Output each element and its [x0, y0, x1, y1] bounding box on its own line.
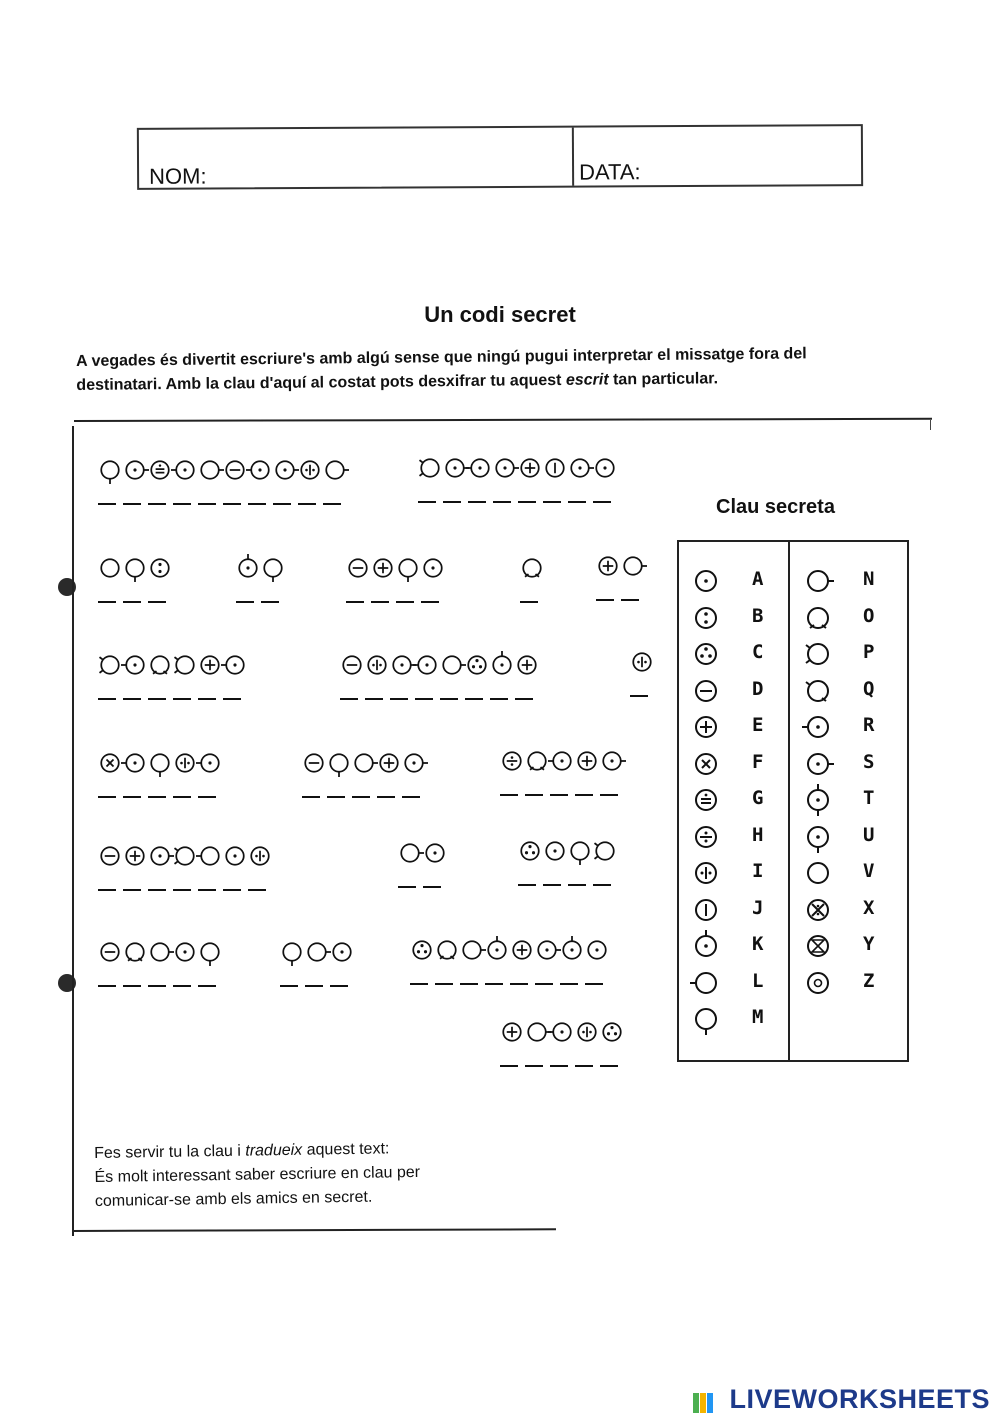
top-stem-dot-circle-icon: [483, 935, 511, 970]
answer-blank[interactable]: [173, 503, 191, 505]
key-letter-left: A: [752, 568, 764, 590]
answer-blank[interactable]: [98, 503, 116, 505]
three-dot-circle-icon: [516, 836, 544, 871]
answer-blank[interactable]: [198, 889, 216, 891]
three-dot-circle-icon: [408, 935, 436, 970]
bottom-stem-circle-icon: [96, 455, 124, 490]
left-stem-dot-circle-icon: [121, 748, 149, 783]
instructions-line-2: És molt interessant saber escriure en clau per: [94, 1163, 421, 1186]
left-feet-circle-icon: [802, 637, 834, 676]
divide-circle-icon: [690, 820, 722, 859]
left-stem-dot-circle-icon: [548, 746, 576, 781]
right-stem-circle-icon: [438, 650, 466, 685]
answer-blank[interactable]: [236, 601, 254, 603]
bar-dots-circle-icon: [363, 650, 391, 685]
answer-blank[interactable]: [593, 884, 611, 886]
answer-blank[interactable]: [248, 889, 266, 891]
right-stem-dot-circle-icon: [400, 748, 428, 783]
bottom-stem-dot-circle-icon: [802, 820, 834, 859]
answer-blank[interactable]: [198, 796, 216, 798]
plus-circle-icon: [594, 551, 622, 586]
answer-blank[interactable]: [173, 889, 191, 891]
answer-blank[interactable]: [520, 601, 538, 603]
answer-blank[interactable]: [98, 985, 116, 987]
answer-blank[interactable]: [123, 698, 141, 700]
answer-blank[interactable]: [148, 985, 166, 987]
dot-circle-icon: [171, 937, 199, 972]
answer-blank[interactable]: [223, 503, 241, 505]
right-stem-dot-circle-icon: [271, 455, 299, 490]
right-stem-circle-icon: [396, 838, 424, 873]
key-letter-right: O: [863, 604, 875, 627]
left-stem-dot-circle-icon: [466, 453, 494, 488]
key-letter-right: X: [863, 896, 875, 919]
right-stem-circle-icon: [303, 937, 331, 972]
equal-circle-icon: [146, 455, 174, 490]
answer-blank[interactable]: [600, 1065, 618, 1067]
answer-blank[interactable]: [273, 503, 291, 505]
intro-text: [76, 341, 946, 398]
frame-top-border: [74, 418, 932, 422]
answer-blank[interactable]: [443, 501, 461, 503]
plus-circle-icon: [516, 453, 544, 488]
answer-blank[interactable]: [460, 983, 478, 985]
answer-blank[interactable]: [390, 698, 408, 700]
bottom-stem-circle-icon: [196, 937, 224, 972]
left-stem-dot-circle-icon: [196, 748, 224, 783]
bar-dots-circle-icon: [628, 647, 656, 682]
dot-circle-icon: [591, 453, 619, 488]
answer-blank[interactable]: [98, 601, 116, 603]
top-stem-dot-circle-icon: [488, 650, 516, 685]
minus-circle-icon: [300, 748, 328, 783]
bar-dots-circle-icon: [171, 748, 199, 783]
answer-blank[interactable]: [123, 796, 141, 798]
hourglass-circle-icon: [802, 929, 834, 968]
answer-blank[interactable]: [415, 698, 433, 700]
right-stem-circle-icon: [523, 1017, 551, 1052]
answer-blank[interactable]: [198, 503, 216, 505]
answer-blank[interactable]: [421, 601, 439, 603]
three-dot-circle-icon: [463, 650, 491, 685]
answer-blank[interactable]: [98, 698, 116, 700]
answer-blank[interactable]: [98, 796, 116, 798]
intro-line-2-emphasis: escrit: [565, 371, 609, 389]
answer-blank[interactable]: [630, 695, 648, 697]
key-letter-left: E: [752, 714, 764, 736]
right-stem-dot-circle-icon: [598, 746, 626, 781]
right-stem-dot-circle-icon: [441, 453, 469, 488]
left-stem-dot-circle-icon: [548, 1017, 576, 1052]
plus-circle-icon: [690, 710, 722, 749]
bar-dots-circle-icon: [296, 455, 324, 490]
answer-blank[interactable]: [490, 698, 508, 700]
answer-blank[interactable]: [621, 599, 639, 601]
plus-circle-icon: [369, 553, 397, 588]
right-stem-circle-icon: [196, 455, 224, 490]
key-letter-left: D: [752, 677, 764, 700]
answer-blank[interactable]: [543, 884, 561, 886]
instructions: [94, 1135, 565, 1214]
bar-circle-icon: [690, 893, 722, 932]
dot-circle-icon: [328, 937, 356, 972]
key-letter-right: Z: [863, 969, 875, 992]
key-letter-left: M: [752, 1006, 764, 1028]
answer-blank[interactable]: [173, 698, 191, 700]
answer-blank[interactable]: [560, 983, 578, 985]
three-dot-circle-icon: [598, 1017, 626, 1052]
right-stem-circle-icon: [146, 937, 174, 972]
instructions-line-1-text: Fes servir tu la clau i: [94, 1142, 246, 1162]
bar-dots-circle-icon: [246, 841, 274, 876]
equal-circle-icon: [690, 783, 722, 822]
bar-dots-circle-icon: [690, 856, 722, 895]
answer-blank[interactable]: [346, 601, 364, 603]
date-label: DATA:: [579, 159, 641, 185]
plus-circle-icon: [508, 935, 536, 970]
answer-blank[interactable]: [568, 884, 586, 886]
answer-blank[interactable]: [327, 796, 345, 798]
dot-circle-icon: [419, 553, 447, 588]
minus-circle-icon: [221, 455, 249, 490]
intro-line-2-end: tan particular.: [608, 370, 719, 389]
key-letter-left: G: [752, 787, 764, 809]
answer-blank[interactable]: [123, 503, 141, 505]
answer-blank[interactable]: [550, 794, 568, 796]
feet-circle-icon: [518, 553, 546, 588]
plus-circle-icon: [573, 746, 601, 781]
ring-circle-icon: [802, 966, 834, 1005]
answer-blank[interactable]: [575, 1065, 593, 1067]
bar-dots-circle-icon: [573, 1017, 601, 1052]
answer-blank[interactable]: [525, 794, 543, 796]
answer-blank[interactable]: [518, 501, 536, 503]
plus-circle-icon: [513, 650, 541, 685]
answer-blank[interactable]: [323, 503, 341, 505]
answer-blank[interactable]: [510, 983, 528, 985]
answer-blank[interactable]: [396, 601, 414, 603]
frame-corner: [930, 420, 931, 430]
answer-blank[interactable]: [500, 794, 518, 796]
answer-blank[interactable]: [593, 501, 611, 503]
left-stem-dot-circle-icon: [802, 710, 834, 749]
answer-blank[interactable]: [123, 601, 141, 603]
empty-circle-icon: [802, 856, 834, 895]
answer-blank[interactable]: [543, 501, 561, 503]
answer-blank[interactable]: [585, 983, 603, 985]
left-stem-dot-circle-icon: [221, 650, 249, 685]
right-stem-dot-circle-icon: [121, 455, 149, 490]
left-stem-circle-icon: [690, 966, 722, 1005]
key-letter-left: B: [752, 604, 764, 627]
left-stem-dot-circle-icon: [121, 650, 149, 685]
answer-blank[interactable]: [377, 796, 395, 798]
intro-line-2-text: destinatari. Amb la clau d'aquí al costat pots desxifrar tu aquest: [76, 371, 566, 394]
answer-blank[interactable]: [223, 698, 241, 700]
bottom-stem-circle-icon: [146, 748, 174, 783]
divide-circle-icon: [498, 746, 526, 781]
left-feet-circle-icon: [96, 650, 124, 685]
feet-circle-icon: [121, 937, 149, 972]
feet-circle-icon: [523, 746, 551, 781]
minus-circle-icon: [96, 937, 124, 972]
key-letter-left: L: [752, 969, 764, 992]
dot-circle-icon: [541, 836, 569, 871]
top-stem-dot-circle-icon: [558, 935, 586, 970]
answer-blank[interactable]: [305, 985, 323, 987]
key-letter-right: V: [863, 860, 875, 882]
two-dot-circle-icon: [690, 601, 722, 640]
footer-brand: LIVEWORKSHEETS: [729, 1384, 990, 1414]
answer-blank[interactable]: [418, 501, 436, 503]
right-stem-circle-icon: [802, 564, 834, 603]
answer-blank[interactable]: [198, 698, 216, 700]
answer-blank[interactable]: [525, 1065, 543, 1067]
answer-blank[interactable]: [365, 698, 383, 700]
instructions-line-1-emphasis: tradueix: [245, 1141, 303, 1160]
right-stem-circle-icon: [619, 551, 647, 586]
dot-circle-icon: [690, 564, 722, 603]
key-letter-left: K: [752, 933, 764, 955]
key-letter-left: J: [752, 896, 764, 919]
answer-blank[interactable]: [465, 698, 483, 700]
minus-circle-icon: [690, 674, 722, 713]
key-letter-right: N: [863, 568, 875, 590]
key-letter-right: Q: [863, 677, 875, 700]
answer-blank[interactable]: [596, 599, 614, 601]
answer-blank[interactable]: [500, 1065, 518, 1067]
right-feet-circle-icon: [802, 674, 834, 713]
header-divider: [572, 128, 574, 186]
right-stem-dot-circle-icon: [802, 747, 834, 786]
answer-blank[interactable]: [435, 983, 453, 985]
answer-blank[interactable]: [173, 796, 191, 798]
answer-blank[interactable]: [518, 884, 536, 886]
left-stem-dot-circle-icon: [171, 455, 199, 490]
key-letter-left: I: [752, 860, 764, 882]
name-label: NOM:: [149, 163, 207, 189]
answer-blank[interactable]: [398, 886, 416, 888]
bottom-stem-circle-icon: [278, 937, 306, 972]
answer-blank[interactable]: [515, 698, 533, 700]
instructions-line-1-end: aquest text:: [302, 1140, 390, 1159]
key-letter-left: H: [752, 823, 764, 846]
plus-circle-icon: [121, 841, 149, 876]
name-date-box: [137, 124, 863, 190]
dot-circle-icon: [421, 838, 449, 873]
answer-blank[interactable]: [568, 501, 586, 503]
answer-blank[interactable]: [423, 886, 441, 888]
top-stem-dot-circle-icon: [690, 929, 722, 968]
key-letter-left: F: [752, 750, 764, 773]
left-stem-circle-icon: [196, 841, 224, 876]
both-stem-dot-circle-icon: [802, 783, 834, 822]
bottom-stem-circle-icon: [394, 553, 422, 588]
answer-blank[interactable]: [98, 889, 116, 891]
bottom-stem-circle-icon: [566, 836, 594, 871]
answer-blank[interactable]: [148, 796, 166, 798]
frame-left-border: [72, 426, 74, 1236]
bottom-stem-circle-icon: [121, 553, 149, 588]
answer-blank[interactable]: [248, 503, 266, 505]
key-letter-right: S: [863, 750, 875, 773]
right-stem-dot-circle-icon: [146, 841, 174, 876]
page-title: Un codi secret: [424, 302, 576, 327]
right-stem-dot-circle-icon: [388, 650, 416, 685]
two-dot-circle-icon: [146, 553, 174, 588]
key-table-divider: [788, 540, 790, 1062]
key-letter-right: T: [863, 787, 875, 809]
times-circle-icon: [690, 747, 722, 786]
answer-blank[interactable]: [485, 983, 503, 985]
answer-blank[interactable]: [402, 796, 420, 798]
answer-blank[interactable]: [148, 698, 166, 700]
right-stem-circle-icon: [321, 455, 349, 490]
answer-blank[interactable]: [535, 983, 553, 985]
three-dot-circle-icon: [690, 637, 722, 676]
answer-blank[interactable]: [340, 698, 358, 700]
plus-circle-icon: [375, 748, 403, 783]
feet-circle-icon: [146, 650, 174, 685]
key-letter-right: U: [863, 823, 875, 846]
empty-circle-icon: [96, 553, 124, 588]
key-letter-left: C: [752, 641, 764, 663]
left-feet-circle-icon: [591, 836, 619, 871]
dot-circle-icon: [583, 935, 611, 970]
minus-circle-icon: [344, 553, 372, 588]
answer-blank[interactable]: [298, 503, 316, 505]
answer-blank[interactable]: [280, 985, 298, 987]
bottom-stem-circle-icon: [690, 1002, 722, 1041]
answer-blank[interactable]: [261, 601, 279, 603]
top-stem-dot-circle-icon: [234, 553, 262, 588]
answer-blank[interactable]: [123, 889, 141, 891]
frame-bottom-border: [72, 1228, 556, 1232]
answer-blank[interactable]: [198, 985, 216, 987]
x-dots-circle-icon: [802, 893, 834, 932]
right-stem-dot-circle-icon: [566, 453, 594, 488]
bottom-stem-circle-icon: [259, 553, 287, 588]
instructions-line-3: comunicar-se amb els amics en secret.: [94, 1188, 373, 1210]
answer-blank[interactable]: [575, 794, 593, 796]
intro-line-1: A vegades és divertit escriure's amb algú sense que ningú pugui interpretar el missatge fora del: [76, 345, 807, 370]
answer-blank[interactable]: [468, 501, 486, 503]
answer-blank[interactable]: [148, 503, 166, 505]
answer-blank[interactable]: [371, 601, 389, 603]
dot-circle-icon: [221, 841, 249, 876]
right-stem-circle-icon: [350, 748, 378, 783]
feet-circle-icon: [802, 601, 834, 640]
times-circle-icon: [96, 748, 124, 783]
answer-blank[interactable]: [302, 796, 320, 798]
answer-blank[interactable]: [600, 794, 618, 796]
answer-blank[interactable]: [550, 1065, 568, 1067]
right-stem-dot-circle-icon: [491, 453, 519, 488]
right-stem-dot-circle-icon: [533, 935, 561, 970]
left-feet-circle-icon: [171, 841, 199, 876]
right-stem-circle-icon: [458, 935, 486, 970]
answer-blank[interactable]: [352, 796, 370, 798]
answer-blank[interactable]: [440, 698, 458, 700]
answer-blank[interactable]: [148, 601, 166, 603]
key-title: Clau secreta: [716, 496, 835, 518]
answer-blank[interactable]: [493, 501, 511, 503]
plus-circle-icon: [196, 650, 224, 685]
answer-blank[interactable]: [173, 985, 191, 987]
liveworksheets-logo-icon: [692, 1392, 714, 1414]
feet-circle-icon: [433, 935, 461, 970]
left-feet-circle-icon: [416, 453, 444, 488]
bar-circle-icon: [541, 453, 569, 488]
answer-blank[interactable]: [123, 985, 141, 987]
answer-blank[interactable]: [410, 983, 428, 985]
left-stem-dot-circle-icon: [246, 455, 274, 490]
answer-blank[interactable]: [330, 985, 348, 987]
answer-blank[interactable]: [223, 889, 241, 891]
minus-circle-icon: [96, 841, 124, 876]
bottom-stem-circle-icon: [325, 748, 353, 783]
key-letter-right: Y: [863, 933, 875, 955]
key-letter-right: P: [863, 641, 875, 663]
left-feet-circle-icon: [171, 650, 199, 685]
left-stem-dot-circle-icon: [413, 650, 441, 685]
key-letter-right: R: [863, 714, 875, 736]
plus-circle-icon: [498, 1017, 526, 1052]
answer-blank[interactable]: [148, 889, 166, 891]
minus-circle-icon: [338, 650, 366, 685]
